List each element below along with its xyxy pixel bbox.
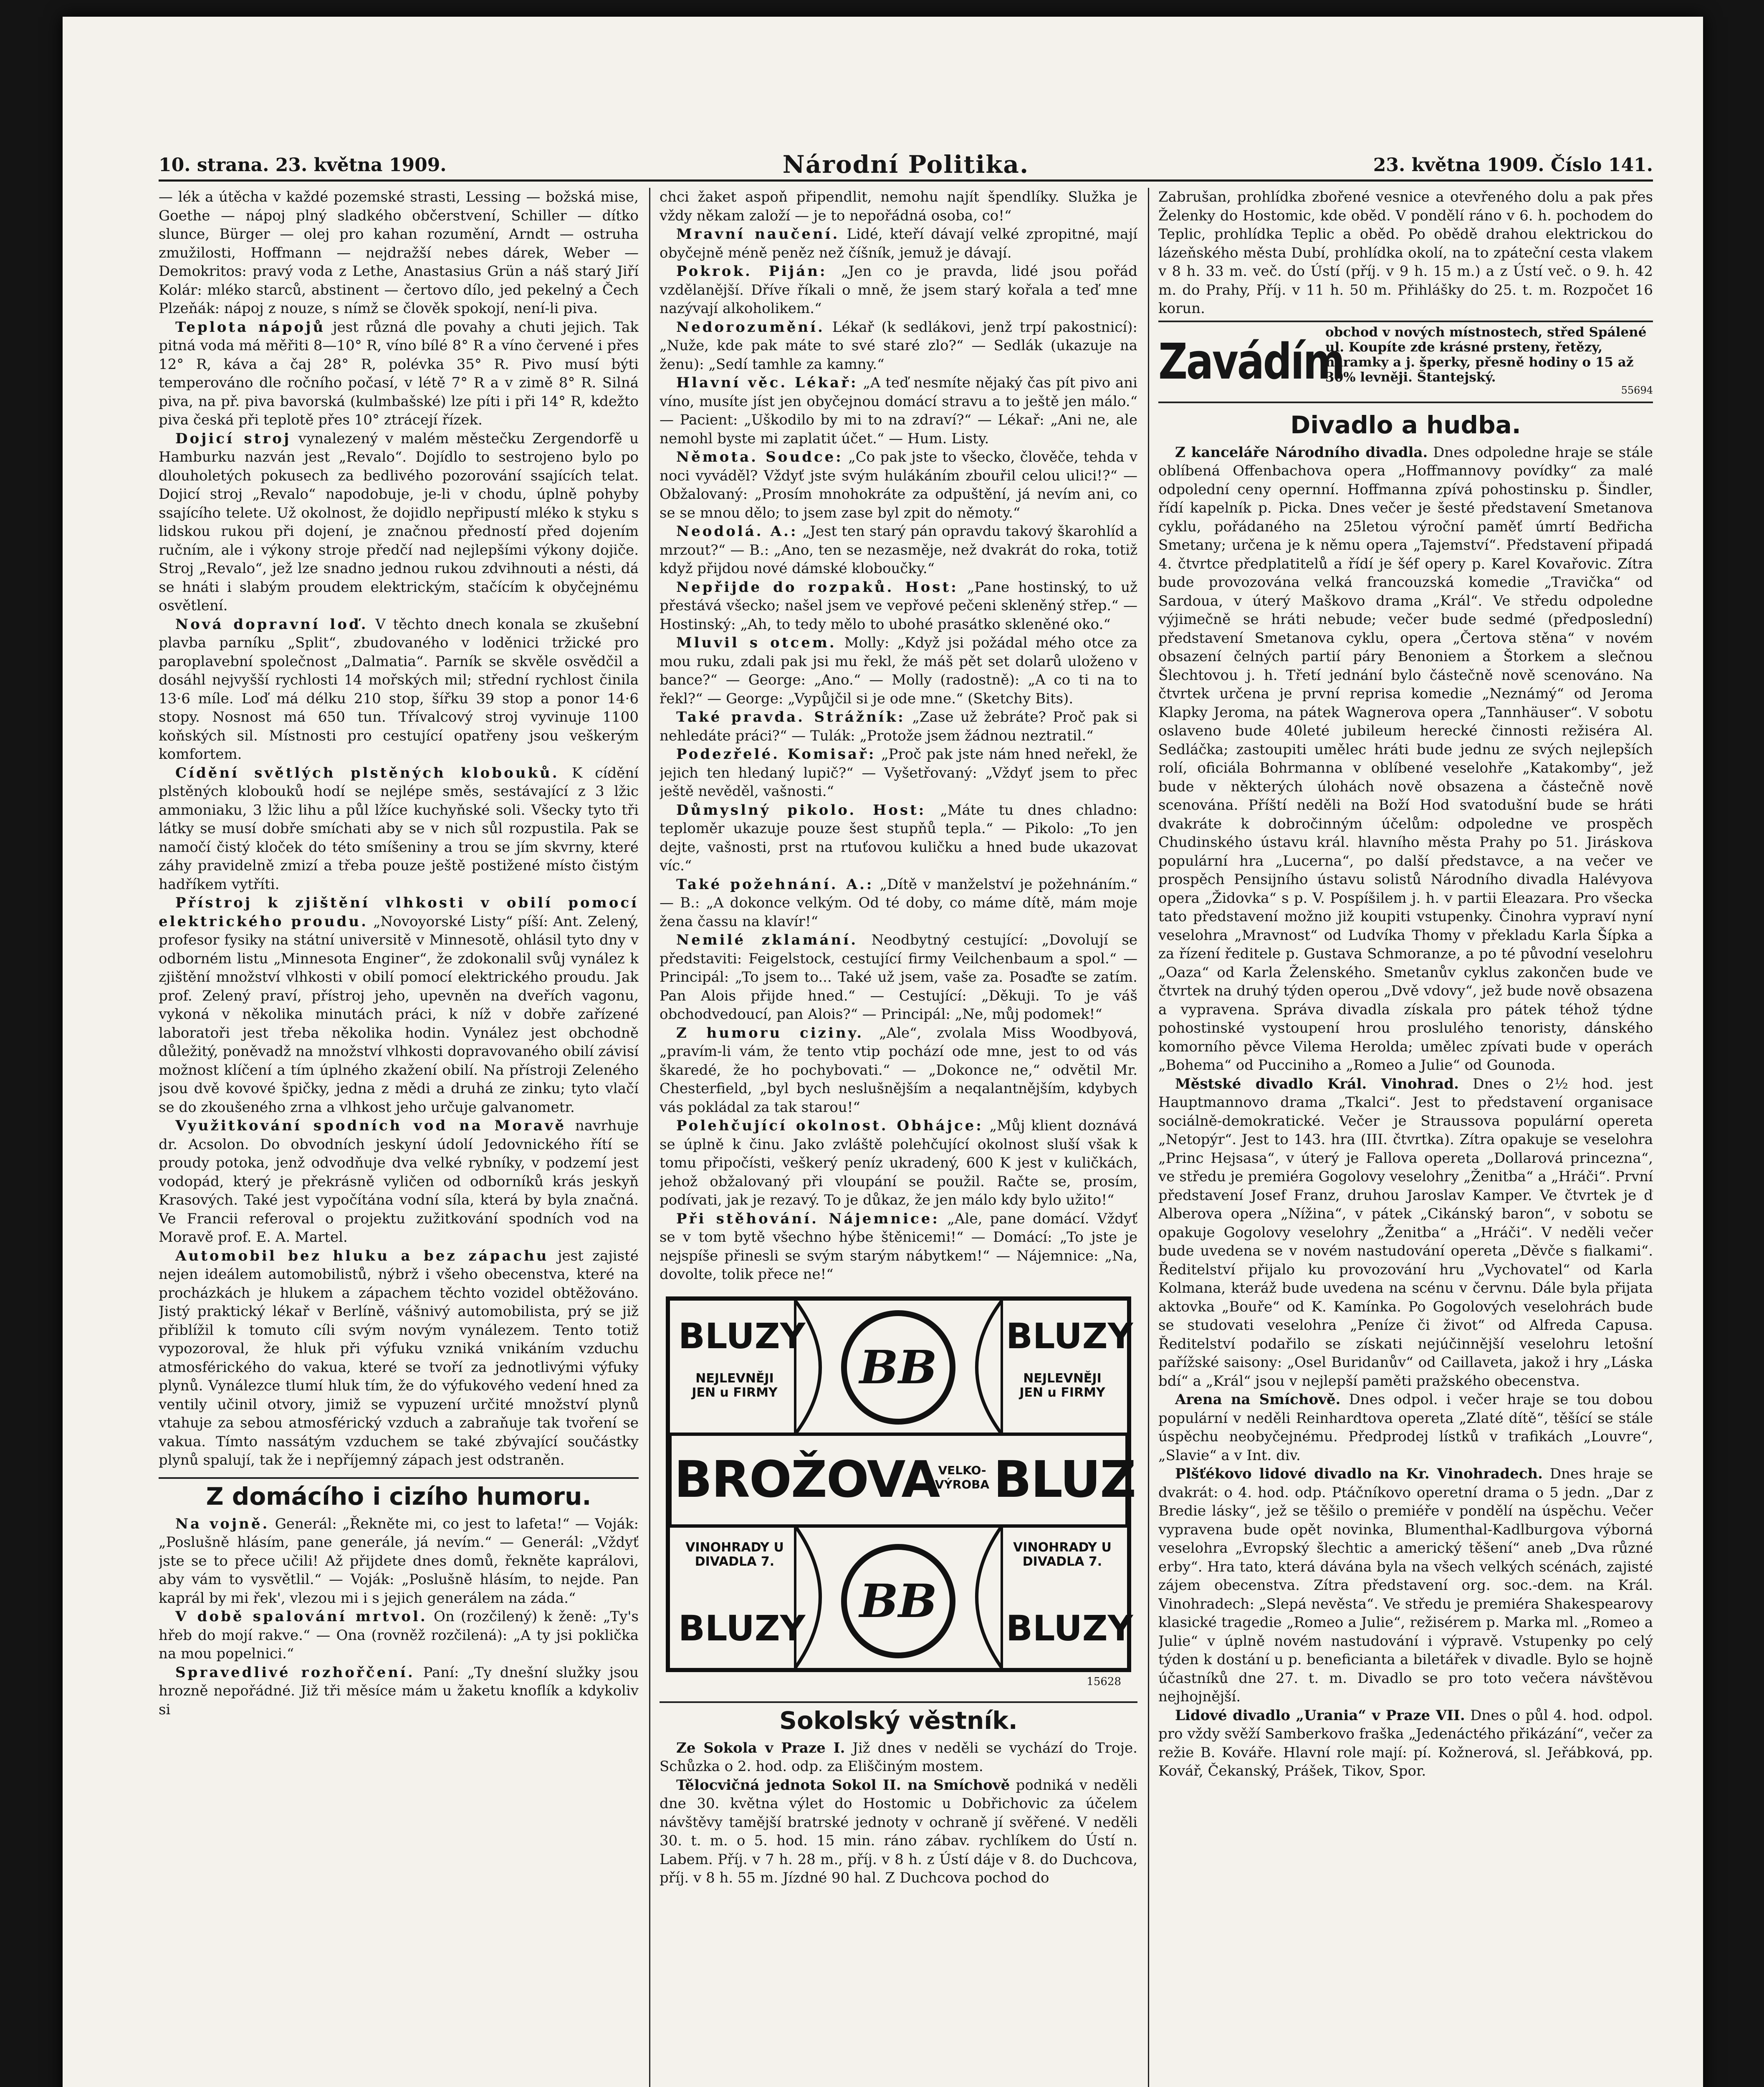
bluzy-brand-name: BROŽOVA — [674, 1450, 940, 1509]
joke-lead: Z humoru ciziny. — [676, 1024, 864, 1041]
article-lead: Nová dopravní loď. — [175, 616, 368, 633]
joke-lead: Neodolá. A.: — [676, 523, 798, 540]
joke-lead: Nemilé zklamání. — [676, 932, 858, 948]
joke-body: Molly: „Když jsi požádal mého otce za mou ruku, zdali pak jsi mu řekl, že máš pět set dolarů uloženo v bance?“ — George: „Ano.“ — Molly (radostně): „A co ti na to řekl?“ — George: „Vypůjčil si je ode mne.“ (Sketchy Bits). — [660, 634, 1137, 707]
joke-lead: Mluvil s otcem. — [676, 634, 837, 651]
joke-body: „Můj klient doznává se úplně k činu. Jako zvláště polehčující okolnost sluší však k tomu připočísti, veškerý peníz ukradený, 600 K jest v kuličkách, jehož obžalovaný při vloupání se použil. Račte se, prosím, podívati, jak je rezavý. To je důkaz, že jen málo kdy bylo užito!“ — [660, 1117, 1137, 1208]
article-body: jest zajisté nejen ideálem automobilistů, nýbrž i všeho obecenstva, které na procházkách je hlukem a zápachem těchto vozidel obtěžováno. Jistý praktický lékař v Berlíně, vášnivý automobilista, prý se již přiblížil k tomuto cíli svým novým vynálezem. Tento totiž vypozoroval, že hluk při výfuku vzniká vnikáním vzduchu atmosférického do vakua, které se tvoří za jednotlivými výfuky plynů. Vynálezce tlumí hluk tím, že do výfukového vedení hned za ventily učinil otvory, jimiž se vypuzení určité množství plynů vtahuje za sebou atmosférický vzduch a zabraňuje tak tvoření se vakua. Tímto nassátým vzduchem se také zbývající součástky plynů spalují, tak že i nepříjemný zápach jest odstraněn. — [159, 1247, 639, 1468]
article-lead: Dojicí stroj — [175, 430, 291, 447]
joke-item — [660, 875, 1137, 931]
sokol-lead: Ze Sokola v Praze I. — [676, 1739, 845, 1756]
theatre-item — [1158, 1390, 1653, 1465]
joke-lead: Pokrok. Piján: — [676, 263, 827, 280]
joke-lead: Nepřijde do rozpaků. Host: — [676, 579, 958, 596]
column-3 — [1158, 188, 1653, 2087]
article-lead: Automobil bez hluku a bez zápachu — [175, 1247, 549, 1264]
bluzy-cheapest-left: NEJLEVNĚJI JEN u FIRMY — [692, 1371, 778, 1400]
theatre-item — [1158, 443, 1653, 1075]
article-body: „Novoyorské Listy“ píší: Ant. Zelený, profesor fysiky na státní universitě v Minnesotě, ohlásil tyto dny v odborném listu „Minnesota Enginer“, že zdokonalil svůj vynález k zjištění množství vlhkosti v obilí pomocí elektrického proudu. Jak prof. Zelený praví, přístroj jeho, upevněn na dveřích vagonu, vykoná v několika minutách práci, k níž v dobře zařízené laboratoři jest třeba několika hodin. Vynález jest obchodně důležitý, poněvadž na množství vlhkosti dopravovaného obilí závisí možnost klíčení a tím úplného zkažení obilí. Na přístroji Zeleného jsou dvě kovové špičky, jedna z mědi a druhá ze zinku; tyto vlačí se do zkoušeného zrna a vlhkost jeho určuje galvanometr. — [159, 913, 639, 1116]
theatre-lead: Z kanceláře Národního divadla. — [1175, 444, 1428, 461]
advert-number: 55694 — [1621, 384, 1653, 396]
joke-item — [660, 448, 1137, 522]
article-body: navrhuje dr. Acsolon. Do obvodních jeskyní údolí Jedovnického řítí se proudy potoka, jenž odvodňuje dva velké rybníky, v podzemí jest vodopád, který je překrásně vyličen od odborníků krás jeskyň Krasových. Také jest vypočítána vodní síla, která by byla značná. Ve Francii referoval o projektu zužitkování spodních vod na Moravě prof. E. A. Martel. — [159, 1117, 639, 1246]
joke-lead: Podezřelé. Komisař: — [676, 746, 876, 763]
joke-item — [660, 634, 1137, 708]
sokol-body: podniká v neděli dne 30. května výlet do Hostomic u Dobřichovic za účelem návštěvy tamější bratrské jednoty v ochraně jí svěřené. V neděli 30. t. m. o 5. hod. 15 min. ráno zábav. rychlíkem do Ústí n. Labem. Příj. v 7 h. 28 m., příj. v 8 h. z Ústí dáje v 8. do Duchcova, příj. v 8 h. 55 m. Jízdné 90 hal. Z Duchcova pochod do — [660, 1776, 1137, 1886]
joke-lead: Také pravda. Strážník: — [676, 709, 905, 725]
theatre-body: Dnes hraje se dvakrát: o 4. hod. odp. Ptáčníkovo operetní drama o 5 jedn. „Dar z Bredie lásky“, jež se těšilo o premiéře v pondělí na úspěchu. Večer vypravena bude opět novinka, Blumenthal-Kadlburgova výborná veselohra „Evropský šlechtic a americký těšení“ aneb „Dva různé erby“. Hra tato, která dávána byla na všech velkých scénách, zajisté zájem obecenstva. Zítra představení org. soc.-dem. na Král. Vinohradech: „Slepá nevěsta“. Ve středu je premiéra Shakespearovy klasické tragedie „Romeo a Julie“, režisérem p. Marka ml. „Romeo a Julie“ v úplně novém nastudování i výpravě. Vstupenky po celý týden k dostání u p. beneficianta a biletářek v divadle. Bylo se hojně účastníků dne 27. t. m. Divadlo se pro toto večera návštěvou nejhojnější. — [1158, 1465, 1653, 1705]
section-title-sokol: Sokolský věstník. — [660, 1701, 1137, 1736]
section-title-theatre: Divadlo a hudba. — [1290, 410, 1521, 439]
joke-indignation — [159, 1663, 639, 1719]
article-new-ship — [159, 615, 639, 764]
bluzy-word-center-right: BLUZ — [993, 1450, 1136, 1509]
joke-body: „Jen co je pravda, lidé jsou pořád vzdělanější. Dříve říkali o mně, že jsem starý kořala a teď mne nazývají alkoholikem.“ — [660, 263, 1137, 317]
joke-body: On (rozčilený) k ženě: „Ty's hřeb do mojí rakve.“ — Ona (rovněž rozčilená): „A ty jsi poklička na mou popelnici.“ — [159, 1608, 639, 1662]
advert-bluzy — [666, 1296, 1136, 1688]
theatre-item — [1158, 1465, 1653, 1706]
theatre-lead: Lidové divadlo „Urania“ v Praze VII. — [1175, 1707, 1465, 1724]
joke-body: „Co pak jste to všecko, člověče, tehda v noci vyváděl? Vždyť jste svým hulákáním zbouřil celou ulici!?“ — Obžalovaný: „Prosím mnohokráte za odpuštění, já nevím ani, co se se mnou dělo; to jsem zase byl zpit do němoty.“ — [660, 449, 1137, 521]
article-underground-water — [159, 1117, 639, 1247]
joke-item — [660, 1024, 1137, 1117]
joke-item — [660, 522, 1137, 578]
bluzy-address-right: VINOHRADY U DIVADLA 7. — [1013, 1540, 1112, 1569]
theatre-body: Dnes odpol. i večer hraje se tou dobou populární v neděli Reinhardtova opereta „Zlaté dítě“, těšící se stále úspěchu neobyčejnému. Předprodej lístků v trafikách „Louvre“, „Slavie“ a v Int. div. — [1158, 1391, 1653, 1464]
joke-item — [660, 318, 1137, 374]
article-milking-machine — [159, 430, 639, 615]
advert-zavadim-text: obchod v nových místnostech, střed Spálené ul. Koupíte zde krásné prsteny, řetězy, náramky a j. šperky, přesně hodiny o 15 až 30% levněji. Štantejský. — [1325, 324, 1647, 385]
joke-lead: Důmyslný pikolo. Host: — [676, 801, 926, 819]
bluzy-word-bottom-left: BLUZY — [678, 1607, 806, 1649]
joke-body: Generál: „Řekněte mi, co jest to lafeta!“ — Voják: „Poslušně hlásím, pane generále, já nevím.“ — Generál: „Vždyť jste se to přece učili! Až přijdete dnes domů, řekněte kaprálovi, aby vám to vysvětlil.“ — Voják: „Poslušně hlásím, to nejde. Pan kaprál by mi řek', vlezou mi i s jejich generálem na záda.“ — [159, 1515, 639, 1607]
advert-zavadim-headline: Zavádím — [1158, 332, 1344, 390]
bluzy-word-top-right: BLUZY — [1006, 1315, 1133, 1357]
joke-body: Neodbytný cestující: „Dovolují se představiti: Feigelstock, cestující firmy Veilchenbaum a spol.“ — Principál: „To jsem to... Také už jsem, vaše za. Posaďte se zatím. Pan Alois přijde hned.“ — Cestující: „Děkuji. To je váš obchodvedoucí, pan Alois?“ — Principál: „Ne, můj podomek!“ — [660, 932, 1137, 1023]
column-1 — [159, 188, 639, 2087]
sokol-item — [660, 1776, 1137, 1887]
joke-lead: Mravní naučení. — [676, 226, 840, 243]
joke-body: Lidé, kteří dávají velké zpropitné, mají obyčejně méně peněz než číšník, jemuž je dávají. — [660, 226, 1137, 261]
bluzy-word-bottom-right: BLUZY — [1006, 1607, 1133, 1649]
joke-body: „Jest ten starý pán opravdu takový škarohlíd a mrzout?“ — B.: „Ano, ten se nezasměje, než dvakrát do roka, totiž když přijdou nové dámské kloboučky.“ — [660, 523, 1137, 577]
article-lead: Cídění světlých plstěných klobouků. — [175, 764, 559, 781]
joke-item — [660, 1210, 1137, 1284]
page-header — [159, 150, 1653, 182]
article-lead: Teplota nápojů — [175, 318, 326, 336]
joke-lead: V době spalování mrtvol. — [175, 1608, 427, 1625]
joke-item — [660, 225, 1137, 262]
bluzy-monogram-bottom: BB — [859, 1574, 937, 1628]
joke-body: „A teď nesmíte nějaký čas pít pivo ani víno, musíte jíst jen obyčejnou domácí stravu a to ještě jen málo.“ — Pacient: „Uškodilo by mi to na zdraví?“ — Lékař: „Ani ne, ale nemohl byste mi zaplatit účet.“ — Hum. Listy. — [660, 374, 1137, 447]
article-body: jest různá dle povahy a chuti jejich. Tak pitná voda má měřiti 8—10° R, víno bílé 8° R a víno červené i přes 12° R, káva a čaj 28° R, polévka 35° R. Pivo musí býti temperováno dle ročního počasí, v létě 7° R a v zimě 8° R. Silná piva, na př. piva bavorská (kulmbašské) lze píti i při 14° R, kdežto piva česká při teplotě přes 10° ztrácejí řízek. — [159, 318, 639, 428]
article-beer-quotes: — lék a útěcha v každé pozemské strasti, Lessing — božská mise, Goethe — nápoj plný sladkého občerstvení, Schiller — dítko slunce, Bürger — olej pro kahan rozumění, Arndt — ostruha zmužilosti, Hoffmann — nejdražší nebes dárek, Weber — Demokritos: pravý voda z Lethe, Anastasius Grün a náš starý Jiří Kolár: mléko starců, abstinent — čertovo dílo, jed pekelný a Čech Plzeňák: nápoj z nouze, s nímž se člověk spokojí, není-li piva. — [159, 189, 639, 317]
advert-number: 15628 — [1087, 1675, 1121, 1688]
masthead-title: Národní Politika. — [782, 150, 1029, 179]
sokol-lead: Tělocvičná jednota Sokol II. na Smíchově — [676, 1776, 1010, 1794]
joke-body: „Zase už žebráte? Proč pak si nehledáte práci?“ — Tulák: „Protože jsem žádnou neztratil.“ — [660, 709, 1137, 744]
bluzy-cheapest-right: NEJLEVNĚJI JEN u FIRMY — [1019, 1371, 1105, 1400]
theatre-body: Dnes odpoledne hraje se stále oblíbená Offenbachova opera „Hoffmannovy povídky“ za malé odpolední ceny opernní. Hoffmanna zpívá pohostinsku p. Šindler, řídí kapelník p. Picka. Dnes večer je šesté představení Smetanova cyklu, pořádaného na 25letou výroční paměť úmrtí Bedřicha Smetany; určena je k němu opera „Tajemství“. Představení připadá 4. čtvrtce předplatitelů a řídí je šéf opery p. Karel Kovařovic. Zítra bude provozována velká francouzská komedie „Travička“ od Sardoua, v úterý Maškovo drama „Král“. Ve středu odpoledne výjimečně se hráti nebude; večer bude sedmé (předposlední) představení Smetanova cyklu, opera „Čertova stěna“ v novém obsazení čelných partií páry Benoniem a Štorkem a slečnou Šlechtovou j. h. Třetí jednání bylo částečně nově scenováno. Na čtvrtek určena je první reprisa komedie „Neznámý“ od Jeroma Klapky Jeroma, na pátek Wagnerova opera „Tannhäuser“. V sobotu oslaveno bude 40leté jubileum herecké činnosti režiséra Al. Sedláčka; zastoupiti umělec hráti bude jednu ze svých nejlepších rolí, oficiála Bohrmanna v oblíbené veselohře „Katakomby“, jež bude v některých úlohách nově obsazena a částečně nově scenována. Příští neděli na Boží Hod svatodušní bude se hráti dvakráte k dobročinným účelům: odpoledne ve prospěch Chudinského ústavu král. hlavního města Prahy po 51. Jiráskova populární hra „Lucerna“, po další představce, a na večer ve prospěch Pensijního ústavu solistů Národního divadla Halévyova opera „Židovka“ s p. V. Pospíšilem j. h. v partii Eleazara. Pro všecka tato představení možno již koupiti vstupenky. Činohra vypraví nyní veselohra „Mravnost“ od Ludvíka Thomy v překladu Karla Šípka a za řízení ředitele p. Gustava Schmoranze, a po té původní veselohru „Oaza“ od Karla Želenského. Smetanův cyklus zakončen bude ve čtvrtek na druhý týden operou „Dvě vdovy“, jež bude nově obsazena a vypravena. Správa divadla získala pro pátek téhož týdne pohostinské vystoupení hrou proslulého tenoristy, dánského komorního pěvce Vilema Herolda; umělec zpívati bude v operách „Bohema“ od Pucciniho a „Romeo a Julie“ od Gounoda. — [1158, 444, 1653, 1074]
joke-lead: Polehčující okolnost. Obhájce: — [676, 1117, 983, 1134]
joke-item — [660, 745, 1137, 801]
article-drink-temperature — [159, 318, 639, 430]
joke-item — [660, 801, 1137, 875]
header-issue: 23. května 1909. Číslo 141. — [1373, 154, 1653, 176]
bluzy-address-left: VINOHRADY U DIVADLA 7. — [685, 1540, 784, 1569]
article-silent-automobile — [159, 1247, 639, 1470]
joke-lead: Spravedlivé rozhořčení. — [175, 1664, 415, 1681]
newspaper-page — [159, 150, 1653, 2087]
section-title-humor: Z domácího i cizího humoru. — [159, 1477, 639, 1511]
article-grain-moisture — [159, 894, 639, 1117]
joke-lead: Na vojně. — [175, 1515, 270, 1532]
newspaper-sheet — [63, 17, 1703, 2087]
joke-item — [660, 708, 1137, 745]
joke-lead: Němota. Soudce: — [676, 449, 843, 465]
article-body: V těchto dnech konala se zkušební plavba parníku „Split“, zbudovaného v loděnici tržické pro paroplavební společnost „Dalmatia“. Parník se skvěle osvědčil a dosáhl nejvyšší rychlosti 14 mořských mil; střední rychlost činila 13·6 míle. Loď má délku 210 stop, šířku 39 stop a ponor 14·6 stopy. Nosnost má 650 tun. Třívalcový stroj vyvinuje 1100 koňských sil. Místnosti pro cestující opatřeny jsou veškerým komfortem. — [159, 616, 639, 763]
joke-body: „Máte tu dnes chladno: teploměr ukazuje pouze šest stupňů tepla.“ — Pikolo: „To jen dejte, vašnosti, prst na rtuťovou kuličku a hned bude ukazovat víc.“ — [660, 801, 1137, 874]
joke-body: „Ale, pane domácí. Vždyť se v tom bytě všechno hýbe štěnicemi!“ — Domácí: „To jste je nejspíše přinesli se svým starým nábytkem!“ — Nájemnice: „Na, dovolte, tolik přece ne!“ — [660, 1210, 1137, 1283]
theatre-lead: Arena na Smíchově. — [1175, 1391, 1341, 1408]
theatre-body: Dnes o půl 4. hod. odpol. pro vždy svěží Samberkovo fraška „Jedenáctého přikázání“, večer za režie B. Kováře. Hlavní role mají: pí. Kožnerová, sl. Jeřábková, pp. Kovář, Čekanský, Prášek, Tikov, Spor. — [1158, 1707, 1653, 1779]
column-divider-1 — [649, 188, 650, 2087]
joke-body: Lékař (k sedlákovi, jenž trpí pakostnicí): „Nuže, kde pak máte to své staré zlo?“ — Sedlák (ukazuje na ženu): „Sedí tamhle za kamny.“ — [660, 318, 1137, 373]
bluzy-word-top-left: BLUZY — [678, 1315, 806, 1357]
joke-body: „Pane hostinský, to už přestává všecko; našel jsem ve vepřové pečeni skleněný střep.“ — Hostinský: „Ah, to tedy mělo to ubohé prasátko skleněné oko.“ — [660, 579, 1137, 633]
joke-item — [660, 931, 1137, 1024]
article-lead: Využitkování spodních vod na Moravě — [175, 1117, 566, 1134]
joke-item — [660, 1117, 1137, 1210]
joke-item — [660, 374, 1137, 448]
bluzy-monogram-top: BB — [859, 1340, 937, 1394]
header-page-date: 10. strana. 23. května 1909. — [159, 154, 447, 176]
joke-lead: Nedorozumění. — [676, 318, 825, 336]
joke-item — [660, 262, 1137, 318]
bluzy-velkovyroba: VELKO-VÝROBA — [935, 1463, 990, 1491]
joke-cremation — [159, 1607, 639, 1663]
joke-lead: Také požehnání. A.: — [676, 876, 874, 893]
joke-body: Paní: „Ty dnešní služky jsou hrozně nepořádné. Již tři měsíce mám u žaketu knoflík a kdykoliv si — [159, 1664, 639, 1718]
article-body: vynalezený v malém městečku Zergendorfě u Hamburku nazván jest „Revalo“. Dojídlo to sestrojeno bylo po dlouholetých pokusech za bedlivého pozorování ssajících telat. Dojicí stroj „Revalo“ napodobuje, je-li v chodu, úplně pohyby ssajícího telete. Už okolnost, že dojidlo nepřipustí mléko k styku s lidskou rukou při dojení, je značnou předností před dojením ručním, ale i výkony stroje předčí nad nejlepšími výkony dojiče. Stroj „Revalo“, jež lze snadno jednou rukou zdvihnouti a nésti, dá se hnáti i slabým proudem elektrickým, stačícím k obyčejnému osvětlení. — [159, 430, 639, 614]
article-lead: Přístroj k zjištění vlhkosti v obilí pomocí elektrického proudu. — [159, 894, 639, 930]
joke-item — [660, 578, 1137, 634]
theatre-body: Dnes o 2½ hod. jest Hauptmannovo drama „Tkalci“. Jest to představení organisace sociálně-demokratické. Večer je Straussova populární opereta „Netopýr“. Jest to 143. hra (III. čtvrtka). Zítra opakuje se veselohra „Princ Hejsasa“, v úterý je Fallova opereta „Dollarová princezna“, ve středu je premiéra Gogolovy veselohry „Ženitba“ a „Hráči“. První představení Josef Franz, druhou Jaroslav Kamper. Ve čtvrtek je ď Alberova opera „Nížina“, v pátek „Cikánský baron“, v sobotu se opakuje Gogolovy veselohry „Ženitba“ a „Hráči“. V neděli večer bude uvedena se v novém nastudování opereta „Děvče s fialkami“. Ředitelství přijalo ku provozování hru „Vychovatel“ od Karla Kolmana, kteráž bude uvedena na scénu v červnu. Dále byla přijata aktovka „Bouře“ od K. Kamínka. Po Gogolových veselohrách bude se studovati veselohra „Peníze či život“ od Alfreda Capusa. Ředitelství podařilo se získati nejúčinnější veselohru letošní pařížské saisony: „Osel Buridanův“ od Caillaveta, jakož i hry „Láska bdí“ a „Král“ jsou v nejlepší paměti pražského obecenstva. — [1158, 1075, 1653, 1390]
sokol-item — [660, 1739, 1137, 1776]
advert-zavadim — [1158, 321, 1653, 403]
theatre-lead: Plšťékovo lidové divadlo na Kr. Vinohradech. — [1175, 1465, 1543, 1482]
theatre-lead: Městské divadlo Král. Vinohrad. — [1175, 1075, 1459, 1092]
joke-lead: Při stěhování. Nájemnice: — [676, 1210, 940, 1227]
theatre-item — [1158, 1075, 1653, 1391]
joke-military — [159, 1515, 639, 1608]
sokol-body: Již dnes v neděli se vychází do Troje. Schůzka o 2. hod. odp. za Eliščiným mostem. — [660, 1739, 1137, 1775]
joke-continuation: chci žaket aspoň připendlit, nemohu najít špendlíky. Služka je vždy někam založí — je to nepořádná osoba, co!“ — [660, 189, 1137, 224]
article-body: K cídění plstěných klobouků hodí se nejlépe směs, sestávající z 3 lžic ammoniaku, 3 lžic lihu a půl lžíce kuchyňské soli. Všecky tyto tři látky se musí dobře smíchati aby se v nich sůl rozpustila. Pak se namočí čistý kloček do této smíšeniny a trou se jím skvrny, které záhy pravidelně zmizí a třeba pouze ještě postižené místo čistým hadříkem vytříti. — [159, 764, 639, 893]
joke-body: „Dítě v manželství je požehnáním.“ — B.: „A dokonce velkým. Od té doby, co máme dítě, mám moje žena čassu na klavír!“ — [660, 876, 1137, 930]
sokol-continuation: Zabrušan, prohlídka zbořené vesnice a otevřeného dolu a pak přes Želenky do Hostomic, kde oběd. V pondělí ráno v 6. h. pochodem do Teplic, prohlídka Teplic a oběd. Po obědě drahou elektrickou do lázeňského města Dubí, prohlídka okolí, na to zpáteční cesta vlakem v 8 h. 33 m. več. do Ústí (příj. v 9 h. 15 m.) a z Ústí več. o 9. h. 42 m. do Prahy, Příj. v 11 h. 50 m. Přihlášky do 25. t. m. Rozpočet 16 korun. — [1158, 189, 1653, 317]
joke-body: „Ale“, zvolala Miss Woodbyová, „pravím-li vám, že tento vtip pochází ode mne, jest to od vás škaredé, že ho pochybovati.“ — „Dokonce ne,“ odvětil Mr. Chesterfield, „byl bych neslušnějším a neqalantnějším, kdybych vás pokládal za tak starou!“ — [660, 1024, 1137, 1116]
joke-body: „Proč pak jste nám hned neřekl, že jejich ten hledaný lupič?“ — Vyšetřovaný: „Vždyť jsem to přec ještě nevěděl, vašnosti.“ — [660, 746, 1137, 800]
column-2 — [660, 188, 1137, 2087]
theatre-item — [1158, 1706, 1653, 1781]
column-divider-2 — [1148, 188, 1149, 2087]
article-hat-cleaning — [159, 764, 639, 894]
joke-lead: Hlavní věc. Lékař: — [676, 374, 858, 391]
